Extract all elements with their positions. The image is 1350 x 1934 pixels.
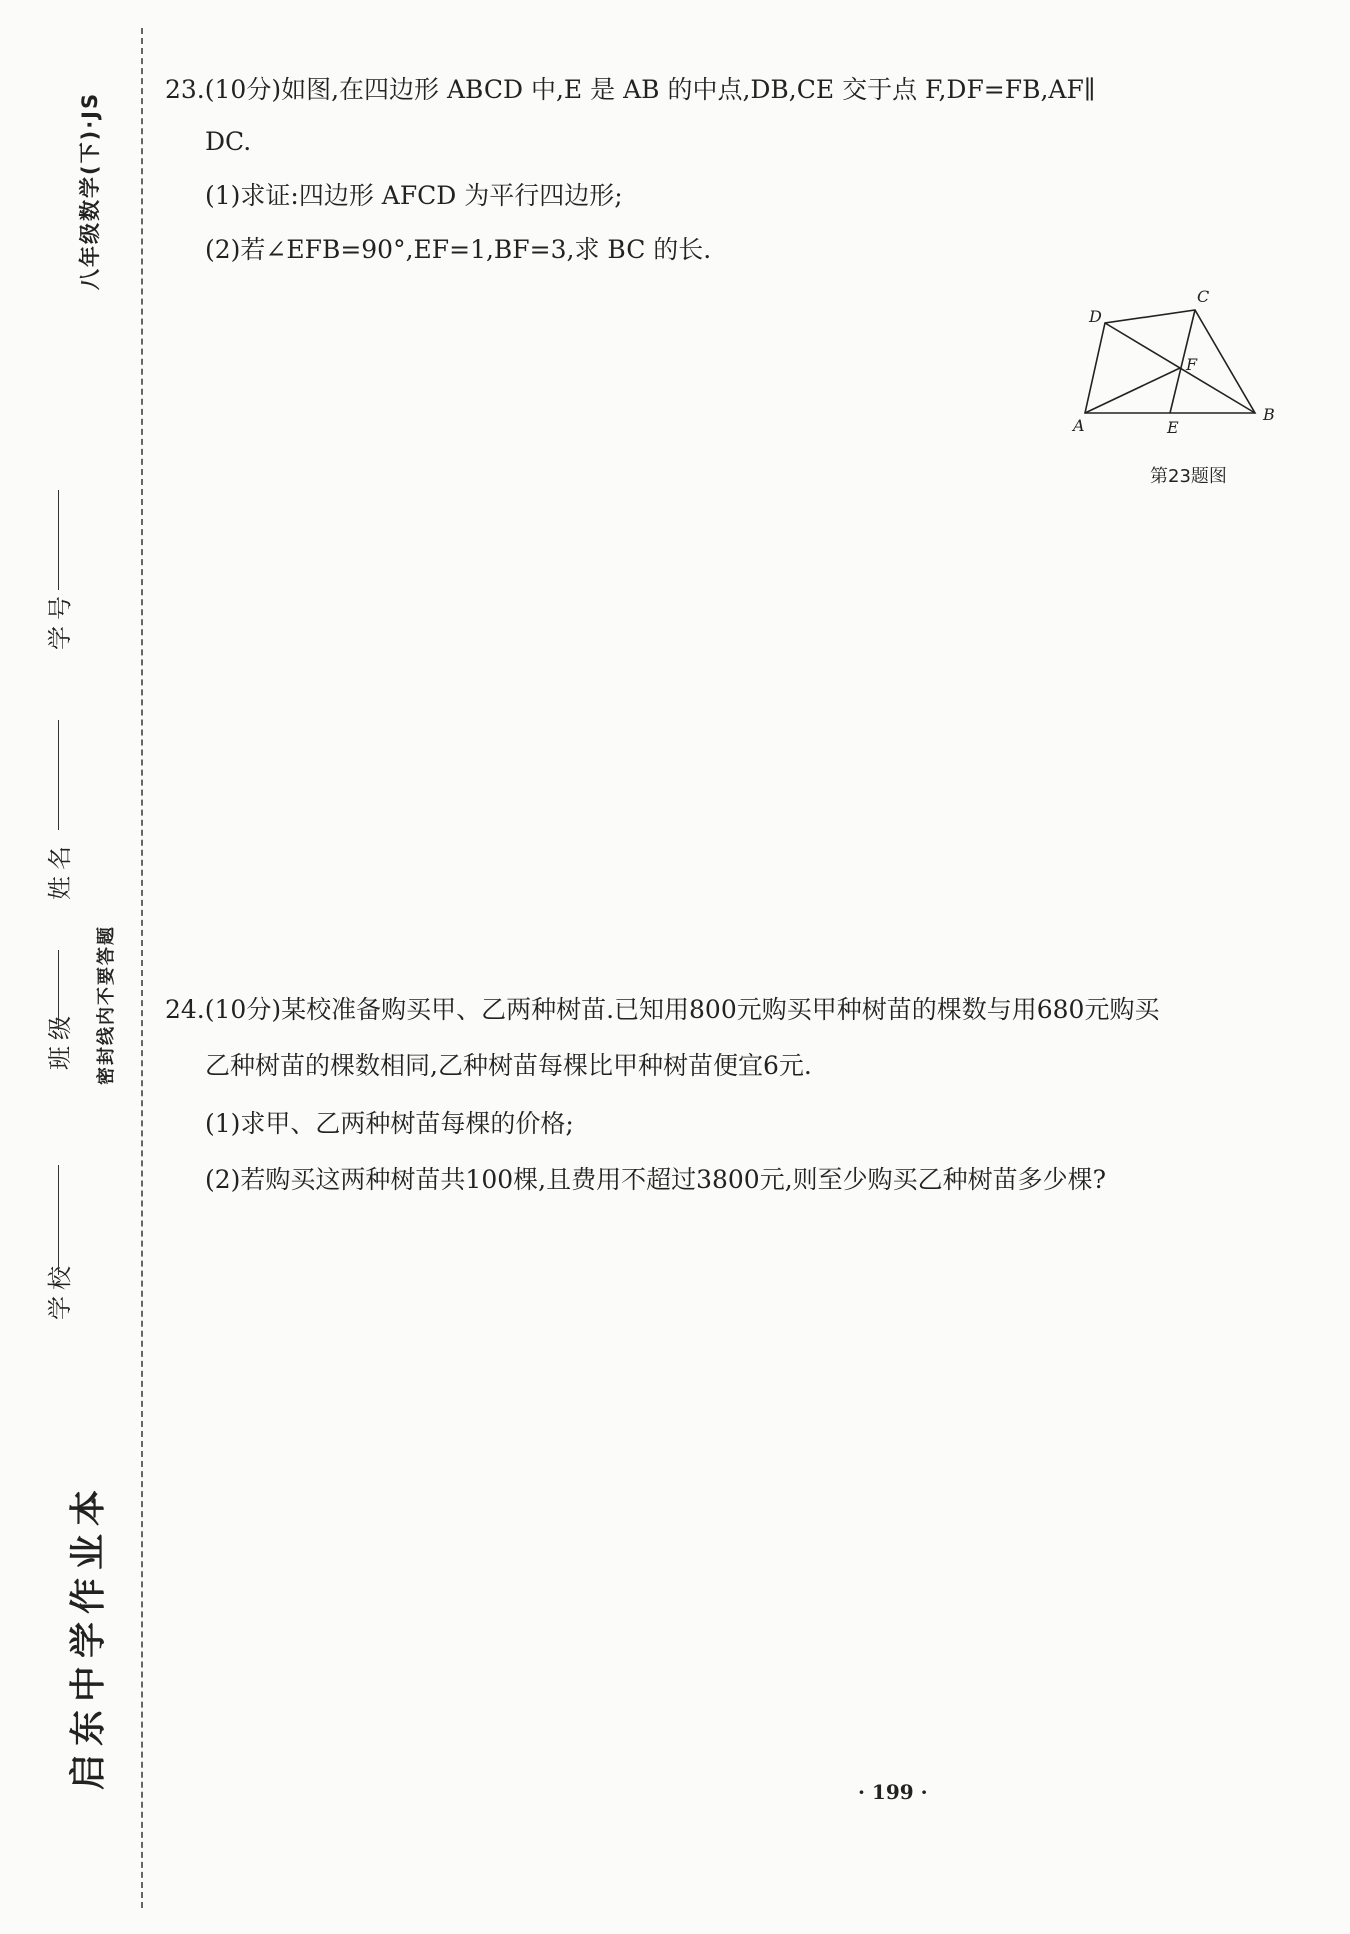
page-content (165, 0, 1325, 1934)
student-number-line (58, 490, 59, 590)
segment-af (1085, 368, 1180, 413)
series-label: 八年级数学(下)·JS (78, 91, 102, 290)
class-label: 班级 (46, 1010, 74, 1070)
seal-notice: 密封线内不要答题 (96, 925, 117, 1085)
brand-label: 启东中学作业本 (68, 1481, 109, 1790)
school-label: 学校 (46, 1260, 74, 1320)
class-line (58, 950, 59, 1030)
q24-part1: (1)求甲、乙两种树苗每棵的价格; (205, 1109, 574, 1138)
binding-margin (0, 0, 150, 1934)
school-line (58, 1165, 59, 1275)
q23-figure-caption: 第23题图 (1150, 466, 1227, 487)
page-number: · 199 · (858, 1780, 928, 1804)
point-d-label: D (1089, 307, 1102, 326)
name-line (58, 720, 59, 830)
q23-part1: (1)求证:四边形 AFCD 为平行四边形; (205, 181, 623, 210)
point-a-label: A (1073, 416, 1085, 435)
seal-dashed-line (141, 28, 143, 1908)
point-b-label: B (1263, 405, 1275, 424)
q23-line1: 23.(10分)如图,在四边形 ABCD 中,E 是 AB 的中点,DB,CE 交于点 F,DF=FB,AF∥ (165, 75, 1096, 104)
student-number-label: 学号 (46, 590, 74, 650)
point-c-label: C (1197, 287, 1210, 306)
q24-part2: (2)若购买这两种树苗共100棵,且费用不超过3800元,则至少购买乙种树苗多少棵? (205, 1165, 1107, 1194)
q24-line2: 乙种树苗的棵数相同,乙种树苗每棵比甲种树苗便宜6元. (205, 1051, 812, 1080)
q23-part2: (2)若∠EFB=90°,EF=1,BF=3,求 BC 的长. (205, 235, 712, 264)
point-f-label: F (1186, 355, 1198, 374)
q23-line2: DC. (205, 127, 252, 156)
point-e-label: E (1167, 418, 1179, 437)
q24-line1: 24.(10分)某校准备购买甲、乙两种树苗.已知用800元购买甲种树苗的棵数与用680元购买 (165, 995, 1160, 1024)
q23-figure (1065, 278, 1315, 448)
name-label: 姓名 (46, 840, 74, 900)
